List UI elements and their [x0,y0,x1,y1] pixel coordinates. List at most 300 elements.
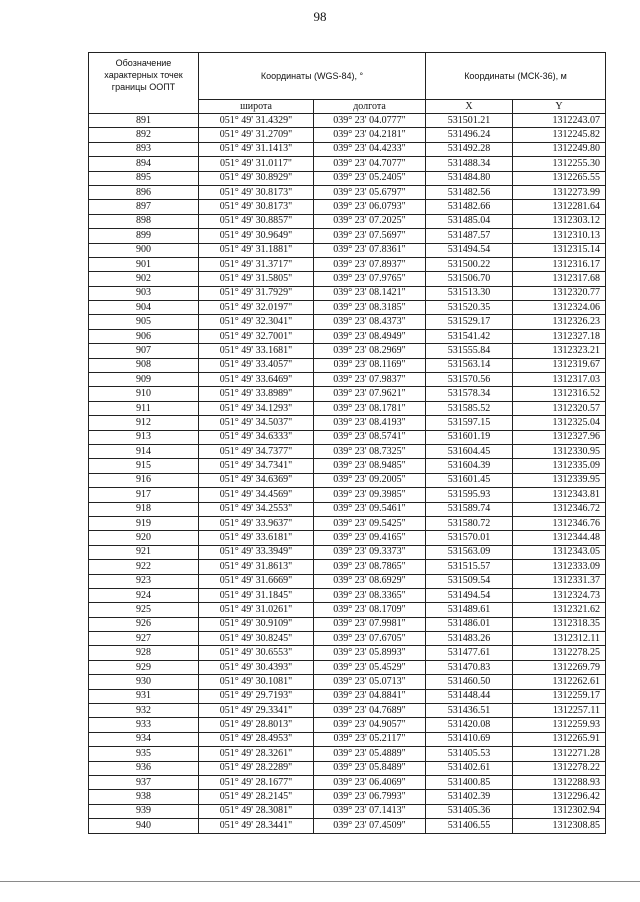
y-coordinate-cell: 1312325.04 [513,416,606,430]
x-coordinate-cell: 531501.21 [426,114,513,128]
longitude-cell: 039° 23' 08.4373" [314,315,426,329]
latitude-cell: 051° 49' 31.0261" [199,603,314,617]
latitude-cell: 051° 49' 30.8173" [199,200,314,214]
point-number-cell: 920 [89,531,199,545]
y-coordinate-cell: 1312318.35 [513,617,606,631]
x-coordinate-cell: 531405.36 [426,804,513,818]
y-coordinate-cell: 1312281.64 [513,200,606,214]
latitude-cell: 051° 49' 31.7929" [199,286,314,300]
x-coordinate-cell: 531500.22 [426,257,513,271]
latitude-cell: 051° 49' 34.2553" [199,502,314,516]
latitude-cell: 051° 49' 32.3041" [199,315,314,329]
x-coordinate-cell: 531509.54 [426,574,513,588]
latitude-cell: 051° 49' 33.9637" [199,516,314,530]
table-row [89,502,606,516]
latitude-cell: 051° 49' 29.3341" [199,704,314,718]
longitude-cell: 039° 23' 08.9485" [314,459,426,473]
latitude-cell: 051° 49' 28.3261" [199,747,314,761]
longitude-cell: 039° 23' 04.9057" [314,718,426,732]
point-number-cell: 939 [89,804,199,818]
x-coordinate-cell: 531541.42 [426,329,513,343]
y-coordinate-cell: 1312310.13 [513,229,606,243]
table-header [89,53,606,114]
latitude-cell: 051° 49' 31.0117" [199,157,314,171]
x-coordinate-cell: 531487.57 [426,229,513,243]
longitude-cell: 039° 23' 04.7077" [314,157,426,171]
latitude-cell: 051° 49' 30.9649" [199,229,314,243]
point-number-cell: 932 [89,704,199,718]
point-number-cell: 934 [89,732,199,746]
longitude-cell: 039° 23' 04.4233" [314,142,426,156]
latitude-cell: 051° 49' 28.3441" [199,819,314,833]
longitude-cell: 039° 23' 07.6705" [314,632,426,646]
y-coordinate-cell: 1312269.79 [513,660,606,674]
table-row [89,718,606,732]
table-row [89,200,606,214]
latitude-cell: 051° 49' 33.6181" [199,531,314,545]
point-number-cell: 914 [89,444,199,458]
table-row [89,416,606,430]
y-coordinate-cell: 1312296.42 [513,790,606,804]
point-number-cell: 909 [89,373,199,387]
y-coordinate-cell: 1312344.48 [513,531,606,545]
latitude-header: широта [199,100,314,114]
longitude-cell: 039° 23' 07.1413" [314,804,426,818]
x-coordinate-cell: 531448.44 [426,689,513,703]
longitude-cell: 039° 23' 07.8361" [314,243,426,257]
latitude-cell: 051° 49' 30.6553" [199,646,314,660]
x-header: X [426,100,513,114]
x-coordinate-cell: 531578.34 [426,387,513,401]
table-row [89,804,606,818]
point-number-cell: 898 [89,214,199,228]
table-row [89,430,606,444]
x-coordinate-cell: 531604.45 [426,444,513,458]
longitude-cell: 039° 23' 07.2025" [314,214,426,228]
table-row [89,286,606,300]
point-number-cell: 911 [89,401,199,415]
point-number-cell: 940 [89,819,199,833]
x-coordinate-cell: 531400.85 [426,775,513,789]
y-coordinate-cell: 1312259.17 [513,689,606,703]
longitude-cell: 039° 23' 08.1781" [314,401,426,415]
latitude-cell: 051° 49' 31.6669" [199,574,314,588]
latitude-cell: 051° 49' 28.4953" [199,732,314,746]
x-coordinate-cell: 531460.50 [426,675,513,689]
latitude-cell: 051° 49' 28.2145" [199,790,314,804]
latitude-cell: 051° 49' 34.1293" [199,401,314,415]
y-coordinate-cell: 1312316.17 [513,257,606,271]
longitude-cell: 039° 23' 08.7865" [314,560,426,574]
y-coordinate-cell: 1312249.80 [513,142,606,156]
longitude-header: долгота [314,100,426,114]
latitude-cell: 051° 49' 33.6469" [199,373,314,387]
table-row [89,488,606,502]
point-number-cell: 923 [89,574,199,588]
x-coordinate-cell: 531570.56 [426,373,513,387]
latitude-cell: 051° 49' 30.8857" [199,214,314,228]
point-number-cell: 905 [89,315,199,329]
point-number-cell: 903 [89,286,199,300]
table-row [89,632,606,646]
table-row [89,531,606,545]
x-coordinate-cell: 531402.39 [426,790,513,804]
y-coordinate-cell: 1312278.25 [513,646,606,660]
latitude-cell: 051° 49' 34.7377" [199,444,314,458]
table-row [89,761,606,775]
latitude-cell: 051° 49' 31.2709" [199,128,314,142]
table-row [89,401,606,415]
longitude-cell: 039° 23' 07.4509" [314,819,426,833]
latitude-cell: 051° 49' 30.1081" [199,675,314,689]
x-coordinate-cell: 531410.69 [426,732,513,746]
y-coordinate-cell: 1312265.91 [513,732,606,746]
table-row [89,516,606,530]
point-number-cell: 912 [89,416,199,430]
latitude-cell: 051° 49' 31.4329" [199,114,314,128]
x-coordinate-cell: 531489.61 [426,603,513,617]
longitude-cell: 039° 23' 09.3985" [314,488,426,502]
x-coordinate-cell: 531486.01 [426,617,513,631]
point-number-cell: 929 [89,660,199,674]
point-number-cell: 904 [89,301,199,315]
x-coordinate-cell: 531420.08 [426,718,513,732]
table-row [89,114,606,128]
table-row [89,229,606,243]
point-number-cell: 933 [89,718,199,732]
x-coordinate-cell: 531601.45 [426,473,513,487]
point-number-cell: 924 [89,588,199,602]
longitude-cell: 039° 23' 06.0793" [314,200,426,214]
longitude-cell: 039° 23' 07.9837" [314,373,426,387]
x-coordinate-cell: 531604.39 [426,459,513,473]
y-coordinate-cell: 1312312.11 [513,632,606,646]
latitude-cell: 051° 49' 30.9109" [199,617,314,631]
table-row [89,545,606,559]
longitude-cell: 039° 23' 05.4889" [314,747,426,761]
point-designation-header [89,53,199,114]
longitude-cell: 039° 23' 08.3365" [314,588,426,602]
latitude-cell: 051° 49' 34.4569" [199,488,314,502]
longitude-cell: 039° 23' 08.1709" [314,603,426,617]
y-coordinate-cell: 1312327.96 [513,430,606,444]
longitude-cell: 039° 23' 04.8841" [314,689,426,703]
point-number-cell: 900 [89,243,199,257]
x-coordinate-cell: 531563.14 [426,358,513,372]
table-row [89,732,606,746]
point-number-cell: 937 [89,775,199,789]
point-number-cell: 907 [89,344,199,358]
y-coordinate-cell: 1312255.30 [513,157,606,171]
y-coordinate-cell: 1312320.57 [513,401,606,415]
table-row [89,243,606,257]
x-coordinate-cell: 531492.28 [426,142,513,156]
y-coordinate-cell: 1312302.94 [513,804,606,818]
y-coordinate-cell: 1312288.93 [513,775,606,789]
latitude-cell: 051° 49' 28.3081" [199,804,314,818]
longitude-cell: 039° 23' 06.4069" [314,775,426,789]
table-row [89,329,606,343]
table-row [89,315,606,329]
longitude-cell: 039° 23' 08.2969" [314,344,426,358]
point-number-cell: 928 [89,646,199,660]
x-coordinate-cell: 531485.04 [426,214,513,228]
longitude-cell: 039° 23' 09.3373" [314,545,426,559]
point-number-cell: 902 [89,272,199,286]
point-number-cell: 893 [89,142,199,156]
point-number-cell: 910 [89,387,199,401]
x-coordinate-cell: 531405.53 [426,747,513,761]
longitude-cell: 039° 23' 06.7993" [314,790,426,804]
table-row [89,171,606,185]
y-coordinate-cell: 1312245.82 [513,128,606,142]
longitude-cell: 039° 23' 07.9981" [314,617,426,631]
x-coordinate-cell: 531563.09 [426,545,513,559]
table-row [89,660,606,674]
table-row [89,185,606,199]
longitude-cell: 039° 23' 07.5697" [314,229,426,243]
y-coordinate-cell: 1312315.14 [513,243,606,257]
x-coordinate-cell: 531483.26 [426,632,513,646]
point-number-cell: 915 [89,459,199,473]
longitude-cell: 039° 23' 04.2181" [314,128,426,142]
x-coordinate-cell: 531515.57 [426,560,513,574]
y-coordinate-cell: 1312257.11 [513,704,606,718]
point-number-cell: 895 [89,171,199,185]
point-number-cell: 891 [89,114,199,128]
point-number-cell: 899 [89,229,199,243]
table-row [89,588,606,602]
latitude-cell: 051° 49' 28.1677" [199,775,314,789]
y-coordinate-cell: 1312326.23 [513,315,606,329]
point-number-cell: 938 [89,790,199,804]
longitude-cell: 039° 23' 04.0777" [314,114,426,128]
point-number-cell: 913 [89,430,199,444]
point-number-cell: 916 [89,473,199,487]
x-coordinate-cell: 531529.17 [426,315,513,329]
latitude-cell: 051° 49' 34.5037" [199,416,314,430]
latitude-cell: 051° 49' 31.1413" [199,142,314,156]
y-coordinate-cell: 1312278.22 [513,761,606,775]
point-number-cell: 901 [89,257,199,271]
x-coordinate-cell: 531597.15 [426,416,513,430]
y-coordinate-cell: 1312333.09 [513,560,606,574]
point-header-line: Обозначение [115,58,172,68]
longitude-cell: 039° 23' 08.3185" [314,301,426,315]
x-coordinate-cell: 531580.72 [426,516,513,530]
table-row [89,128,606,142]
longitude-cell: 039° 23' 08.5741" [314,430,426,444]
longitude-cell: 039° 23' 07.9765" [314,272,426,286]
latitude-cell: 051° 49' 31.5805" [199,272,314,286]
x-coordinate-cell: 531494.54 [426,243,513,257]
table-row [89,214,606,228]
table-row [89,344,606,358]
longitude-cell: 039° 23' 09.5425" [314,516,426,530]
x-coordinate-cell: 531436.51 [426,704,513,718]
x-coordinate-cell: 531496.24 [426,128,513,142]
table-row [89,574,606,588]
point-number-cell: 897 [89,200,199,214]
x-coordinate-cell: 531402.61 [426,761,513,775]
y-coordinate-cell: 1312327.18 [513,329,606,343]
table-row [89,358,606,372]
header-row-main [89,53,606,100]
longitude-cell: 039° 23' 05.6797" [314,185,426,199]
point-number-cell: 918 [89,502,199,516]
longitude-cell: 039° 23' 05.8993" [314,646,426,660]
x-coordinate-cell: 531520.35 [426,301,513,315]
point-number-cell: 919 [89,516,199,530]
y-coordinate-cell: 1312243.07 [513,114,606,128]
table-row [89,272,606,286]
x-coordinate-cell: 531482.66 [426,200,513,214]
table-row [89,675,606,689]
point-number-cell: 935 [89,747,199,761]
latitude-cell: 051° 49' 33.8989" [199,387,314,401]
x-coordinate-cell: 531555.84 [426,344,513,358]
latitude-cell: 051° 49' 28.2289" [199,761,314,775]
longitude-cell: 039° 23' 08.6929" [314,574,426,588]
x-coordinate-cell: 531513.30 [426,286,513,300]
y-coordinate-cell: 1312339.95 [513,473,606,487]
point-number-cell: 892 [89,128,199,142]
y-coordinate-cell: 1312324.73 [513,588,606,602]
table-body [89,114,606,834]
latitude-cell: 051° 49' 32.7001" [199,329,314,343]
y-coordinate-cell: 1312265.55 [513,171,606,185]
x-coordinate-cell: 531470.83 [426,660,513,674]
longitude-cell: 039° 23' 08.4193" [314,416,426,430]
y-coordinate-cell: 1312343.05 [513,545,606,559]
table-row [89,819,606,833]
longitude-cell: 039° 23' 09.4165" [314,531,426,545]
y-coordinate-cell: 1312317.68 [513,272,606,286]
msk36-header: Координаты (МСК-36), м [426,53,606,100]
table-row [89,387,606,401]
table-row [89,142,606,156]
longitude-cell: 039° 23' 05.2117" [314,732,426,746]
point-number-cell: 936 [89,761,199,775]
x-coordinate-cell: 531601.19 [426,430,513,444]
latitude-cell: 051° 49' 34.7341" [199,459,314,473]
point-number-cell: 906 [89,329,199,343]
table-row [89,617,606,631]
table-row [89,790,606,804]
table-row [89,560,606,574]
x-coordinate-cell: 531595.93 [426,488,513,502]
y-coordinate-cell: 1312320.77 [513,286,606,300]
point-number-cell: 894 [89,157,199,171]
table-row [89,373,606,387]
coordinates-table [88,52,606,834]
longitude-cell: 039° 23' 08.1421" [314,286,426,300]
table-row [89,646,606,660]
latitude-cell: 051° 49' 31.1881" [199,243,314,257]
y-coordinate-cell: 1312319.67 [513,358,606,372]
point-number-cell: 908 [89,358,199,372]
x-coordinate-cell: 531589.74 [426,502,513,516]
point-number-cell: 931 [89,689,199,703]
y-coordinate-cell: 1312335.09 [513,459,606,473]
y-coordinate-cell: 1312273.99 [513,185,606,199]
wgs84-header: Координаты (WGS-84), ° [199,53,426,100]
table-row [89,257,606,271]
longitude-cell: 039° 23' 09.2005" [314,473,426,487]
latitude-cell: 051° 49' 30.8245" [199,632,314,646]
table-row [89,301,606,315]
y-coordinate-cell: 1312346.72 [513,502,606,516]
point-number-cell: 926 [89,617,199,631]
x-coordinate-cell: 531570.01 [426,531,513,545]
footer-divider [0,881,640,882]
latitude-cell: 051° 49' 33.4057" [199,358,314,372]
longitude-cell: 039° 23' 08.1169" [314,358,426,372]
y-coordinate-cell: 1312303.12 [513,214,606,228]
longitude-cell: 039° 23' 07.9621" [314,387,426,401]
y-coordinate-cell: 1312324.06 [513,301,606,315]
y-coordinate-cell: 1312259.93 [513,718,606,732]
longitude-cell: 039° 23' 08.4949" [314,329,426,343]
y-coordinate-cell: 1312271.28 [513,747,606,761]
point-header-line: характерных точек [104,70,183,80]
table-row [89,473,606,487]
table-row [89,444,606,458]
y-coordinate-cell: 1312316.52 [513,387,606,401]
latitude-cell: 051° 49' 34.6333" [199,430,314,444]
longitude-cell: 039° 23' 04.7689" [314,704,426,718]
table-row [89,775,606,789]
latitude-cell: 051° 49' 31.8613" [199,560,314,574]
x-coordinate-cell: 531482.56 [426,185,513,199]
y-coordinate-cell: 1312262.61 [513,675,606,689]
longitude-cell: 039° 23' 05.0713" [314,675,426,689]
latitude-cell: 051° 49' 28.8013" [199,718,314,732]
longitude-cell: 039° 23' 05.2405" [314,171,426,185]
x-coordinate-cell: 531406.55 [426,819,513,833]
longitude-cell: 039° 23' 05.4529" [314,660,426,674]
table-row [89,747,606,761]
latitude-cell: 051° 49' 31.1845" [199,588,314,602]
x-coordinate-cell: 531585.52 [426,401,513,415]
y-coordinate-cell: 1312323.21 [513,344,606,358]
latitude-cell: 051° 49' 29.7193" [199,689,314,703]
point-number-cell: 927 [89,632,199,646]
table-row [89,603,606,617]
latitude-cell: 051° 49' 33.3949" [199,545,314,559]
latitude-cell: 051° 49' 30.8929" [199,171,314,185]
point-number-cell: 930 [89,675,199,689]
longitude-cell: 039° 23' 08.7325" [314,444,426,458]
point-number-cell: 922 [89,560,199,574]
longitude-cell: 039° 23' 05.8489" [314,761,426,775]
x-coordinate-cell: 531506.70 [426,272,513,286]
table-row [89,459,606,473]
y-coordinate-cell: 1312330.95 [513,444,606,458]
y-coordinate-cell: 1312308.85 [513,819,606,833]
y-coordinate-cell: 1312321.62 [513,603,606,617]
y-coordinate-cell: 1312331.37 [513,574,606,588]
y-coordinate-cell: 1312346.76 [513,516,606,530]
latitude-cell: 051° 49' 31.3717" [199,257,314,271]
x-coordinate-cell: 531494.54 [426,588,513,602]
point-number-cell: 896 [89,185,199,199]
latitude-cell: 051° 49' 34.6369" [199,473,314,487]
point-header-line: границы ООПТ [111,82,176,92]
latitude-cell: 051° 49' 33.1681" [199,344,314,358]
y-coordinate-cell: 1312343.81 [513,488,606,502]
page-number: 98 [313,9,327,24]
